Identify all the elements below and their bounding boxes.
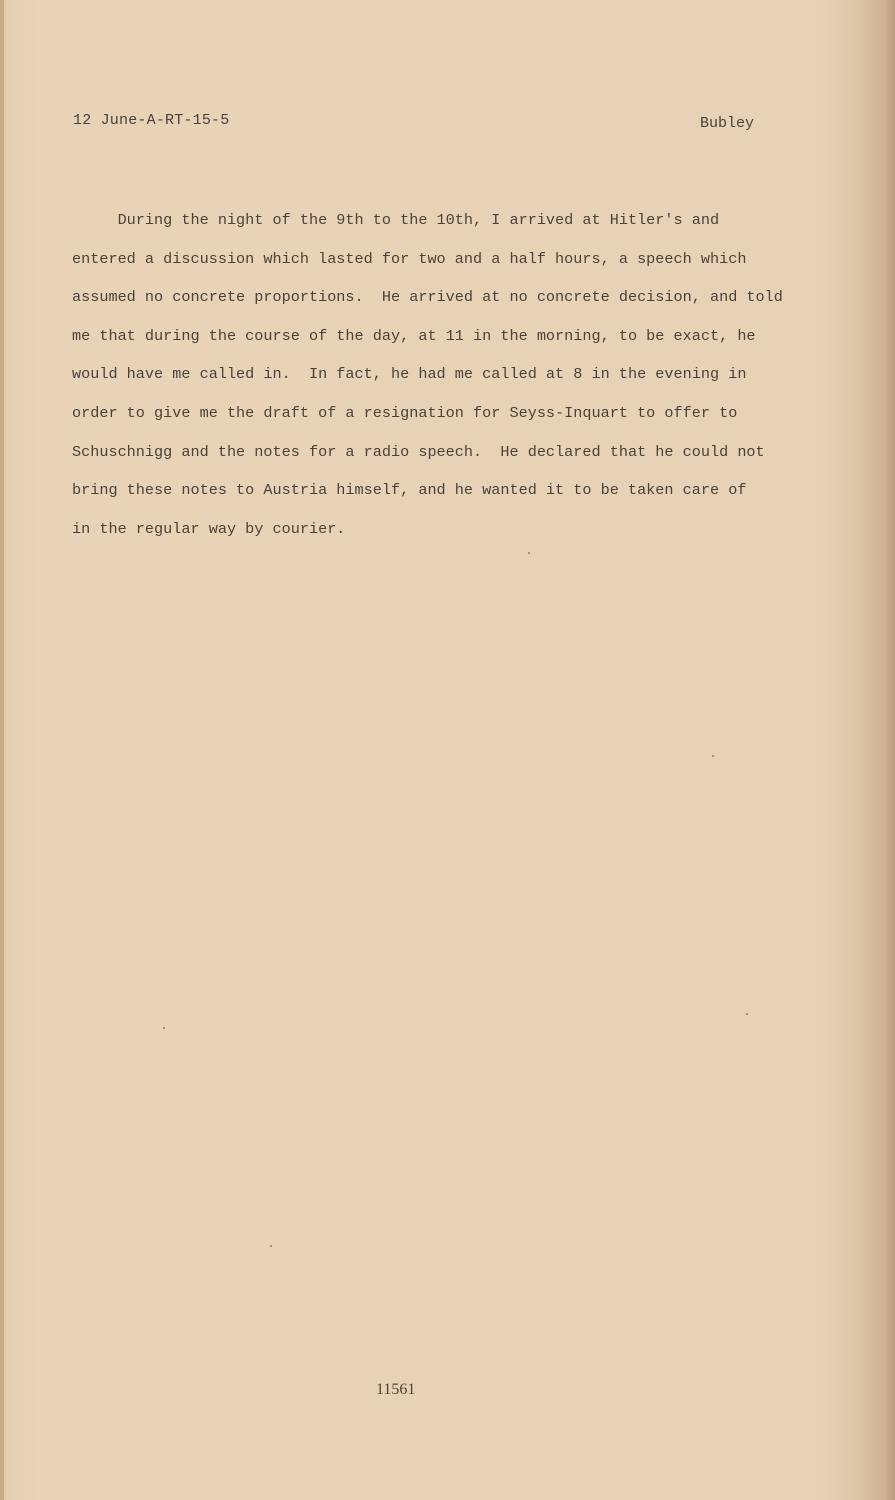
paper-speck [712,755,714,757]
paper-speck [746,1013,748,1015]
text-line: in the regular way by courier. [72,519,346,538]
page-number: 11561 [376,1381,416,1398]
page-left-edge [0,0,4,1500]
paper-speck [528,552,530,554]
reporter-name: Bubley [700,115,755,132]
text-line: entered a discussion which lasted for two and a half hours, a speech which [72,249,747,268]
text-line: assumed no concrete proportions. He arrived at no concrete decision, and told [72,288,783,307]
text-line: me that during the course of the day, at 11 in the morning, to be exact, he [72,326,756,345]
text-line: During the night of the 9th to the 10th, I arrived at Hitler's and [72,211,720,229]
paper-speck [270,1245,272,1247]
body-paragraph [72,206,832,553]
text-line: Schuschnigg and the notes for a radio speech. He declared that he could not [72,442,765,461]
text-line: order to give me the draft of a resignation for Seyss-Inquart to offer to [72,403,738,422]
paper-speck [163,1027,165,1029]
text-line: bring these notes to Austria himself, and he wanted it to be taken care of [72,481,747,500]
text-line: would have me called in. In fact, he had me called at 8 in the evening in [72,365,747,384]
document-reference: 12 June-A-RT-15-5 [73,112,230,129]
